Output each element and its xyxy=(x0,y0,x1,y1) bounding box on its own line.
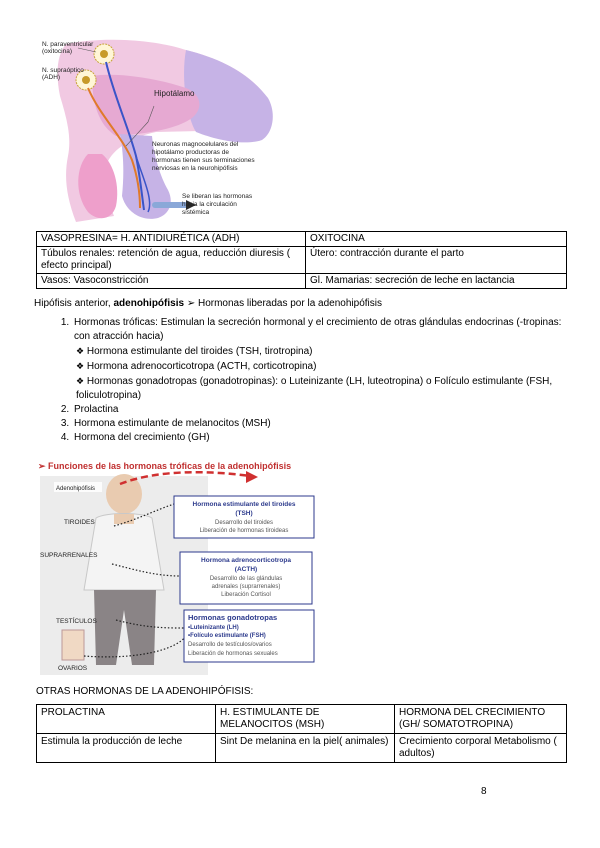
sub-list xyxy=(74,344,572,403)
box1-abbr: (TSH) xyxy=(235,510,253,517)
list-item xyxy=(72,316,572,403)
other-hormones-table xyxy=(36,704,567,763)
label-neurons-3: hormonas tienen sus terminaciones xyxy=(152,157,255,164)
section-heading xyxy=(34,297,382,310)
label-supraoptic: N. supraóptico xyxy=(42,67,84,74)
diamond-icon: ❖ xyxy=(76,361,85,371)
box1-title: Hormona estimulante del tiroides xyxy=(192,501,296,508)
table-header-row xyxy=(37,705,567,734)
table-header-row xyxy=(37,232,567,247)
other-hormones-title: OTRAS HORMONAS DE LA ADENOHIPÓFISIS: xyxy=(36,686,254,697)
label-neurons-2: hipotálamo productoras de xyxy=(152,149,229,156)
label-ovarios: OVARIOS xyxy=(58,665,88,672)
label-paraventricular: N. paraventricular xyxy=(42,41,94,48)
box3-line2: Liberación de hormonas sexuales xyxy=(188,651,278,657)
label-release-1: Se liberan las hormonas xyxy=(182,193,253,200)
diamond-icon: ❖ xyxy=(76,376,85,386)
adh-oxytocin-table xyxy=(36,231,567,289)
sub-list-text: Hormona adrenocorticotropa (ACTH, corticotropina) xyxy=(86,361,317,372)
table-cell: HORMONA DEL CRECIMIENTO (GH/ SOMATOTROPINA) xyxy=(395,705,567,734)
list-item: 4. Hormona del crecimiento (GH) xyxy=(72,431,572,445)
table-cell: PROLACTINA xyxy=(37,705,216,734)
label-tiroides: TIROIDES xyxy=(64,519,95,526)
box2-line2: adrenales (suprarrenales) xyxy=(211,584,281,590)
table-cell: Túbulos renales: retención de agua, reducción diuresis ( efecto principal) xyxy=(37,247,306,274)
box1-line2: Liberación de hormonas tiroideas xyxy=(199,528,289,534)
label-adenohipofisis: Adenohipófisis xyxy=(56,486,96,492)
sub-list-text: Hormona estimulante del tiroides (TSH, tirotropina) xyxy=(86,346,313,357)
table-cell: VASOPRESINA= H. ANTIDIURÉTICA (ADH) xyxy=(37,232,306,247)
table-cell: OXITOCINA xyxy=(306,232,567,247)
table-cell: Vasos: Vasoconstricción xyxy=(37,274,306,289)
table-cell: Estimula la producción de leche xyxy=(37,734,216,763)
table-cell: Crecimiento corporal Metabolismo ( adultos) xyxy=(395,734,567,763)
heading-text-2: Hormonas liberadas por la adenohipófisis xyxy=(197,298,382,309)
hypothalamus-diagram xyxy=(36,36,286,224)
label-neurons-4: nerviosas en la neurohipófisis xyxy=(152,165,238,172)
table-cell: Útero: contracción durante el parto xyxy=(306,247,567,274)
sub-list-item xyxy=(74,359,572,374)
heading-bold: adenohipófisis xyxy=(113,298,185,309)
box3-lh: •Luteinizante (LH) xyxy=(188,625,239,631)
page-number: 8 xyxy=(481,786,487,797)
table-row xyxy=(37,734,567,763)
box3-fsh: •Folículo estimulante (FSH) xyxy=(188,633,266,639)
list-item: 3. Hormona estimulante de melanocitos (MSH) xyxy=(72,417,572,431)
label-suprarrenales: SUPRARRENALES xyxy=(40,552,98,559)
arrow-icon: ➢ xyxy=(184,298,198,309)
list-item: 2. Prolactina xyxy=(72,403,572,417)
box2-abbr: (ACTH) xyxy=(234,566,258,573)
label-release-3: sistémica xyxy=(182,209,210,216)
table-cell: H. ESTIMULANTE DE MELANOCITOS (MSH) xyxy=(216,705,395,734)
label-paraventricular-sub: (oxitocina) xyxy=(42,48,72,55)
table-cell: Sint De melanina en la piel( animales) xyxy=(216,734,395,763)
diamond-icon: ❖ xyxy=(76,346,85,356)
label-testiculos: TESTÍCULOS xyxy=(56,618,97,625)
trophic-hormones-figure xyxy=(36,460,316,675)
box1-line1: Desarrollo del tiroides xyxy=(214,520,274,526)
sub-list-text: Hormonas gonadotropas (gonadotropinas): o Luteinizante (LH, luteotropina) o Folículo estimulante (FSH, foliculotropina) xyxy=(76,376,553,401)
figure-title: ➢ Funciones de las hormonas tróficas de la adenohipófisis xyxy=(38,461,292,471)
box2-title: Hormona adrenocorticotropa xyxy=(201,557,291,564)
hormone-list xyxy=(36,316,572,445)
table-row xyxy=(37,247,567,274)
label-hypothalamus: Hipotálamo xyxy=(154,89,195,98)
list-item-text: Hormonas tróficas: Estimulan la secreción hormonal y el crecimiento de otras glándulas endocrinas (-tropinas: con atracción hacia) xyxy=(74,317,562,342)
label-release-2: hacia la circulación xyxy=(182,201,237,208)
table-row xyxy=(37,274,567,289)
label-neurons-1: Neuronas magnocelulares del xyxy=(152,141,239,148)
table-cell: Gl. Mamarias: secreción de leche en lactancia xyxy=(306,274,567,289)
heading-text: Hipófisis anterior, xyxy=(34,298,114,309)
box2-line3: Liberación Cortisol xyxy=(221,592,271,598)
box2-line1: Desarrollo de las glándulas xyxy=(209,576,283,582)
sub-list-item xyxy=(74,374,572,403)
label-supraoptic-sub: (ADH) xyxy=(42,74,61,81)
box3-line1: Desarrollo de testículos/ovarios xyxy=(188,642,272,648)
sub-list-item xyxy=(74,344,572,359)
box3-title: Hormonas gonadotropas xyxy=(188,613,278,622)
